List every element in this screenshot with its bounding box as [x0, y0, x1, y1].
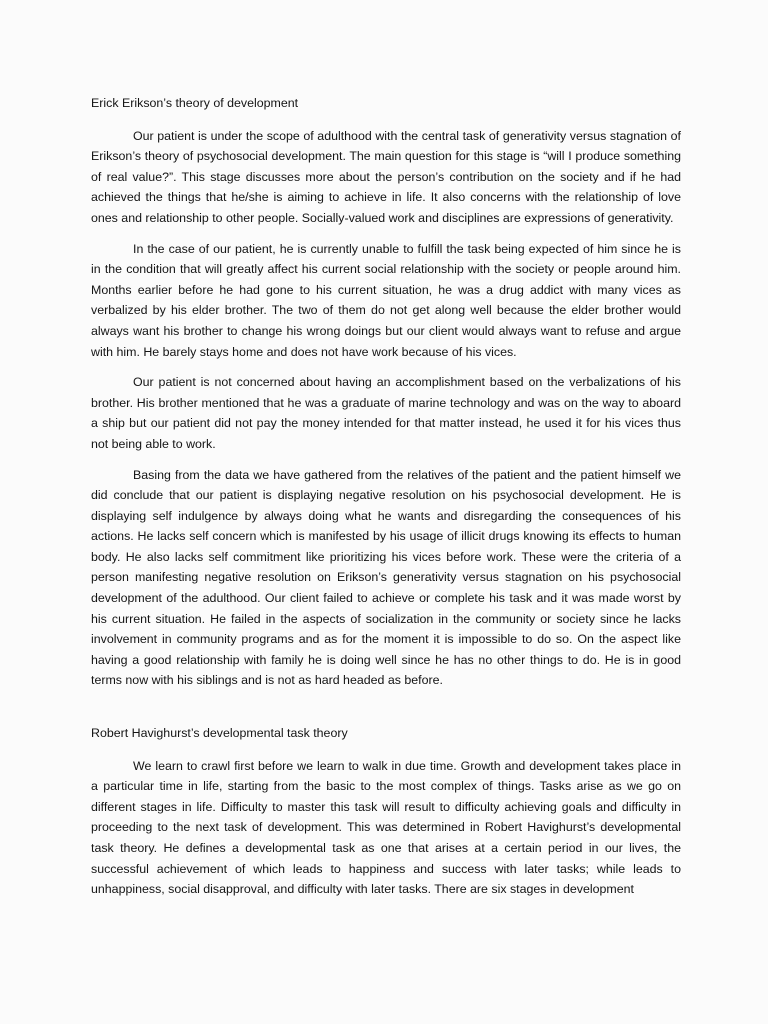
- paragraph-erikson-3: Our patient is not concerned about having an accomplishment based on the verbalizations of his brother. His brother mentioned that he was a graduate of marine technology and was on the way to aboard a ship but our patient did not pay the money intended for that matter instead, he used it for his vices thus not being able to work.: [91, 375, 681, 451]
- document-body: [91, 93, 681, 900]
- paragraph-erikson-2: In the case of our patient, he is currently unable to fulfill the task being expected of him since he is in the condition that will greatly affect his current social relationship with the society or people around him. Months earlier before he had gone to his current situation, he was a drug addict with many vices as verbalized by his elder brother. The two of them do not get along well because the elder brother would always want his brother to change his wrong doings but our client would always want to refuse and argue with him. He barely stays home and does not have work because of his vices.: [91, 241, 681, 359]
- paragraph-erikson-1: Our patient is under the scope of adulthood with the central task of generativity versus stagnation of Erikson’s theory of psychosocial development. The main question for this stage is “will I produce something of real value?”. This stage discusses more about the person’s contribution on the society and if he had achieved the things that he/she is aiming to achieve in life. It also concerns with the relationship of love ones and relationship to other people. Socially-valued work and disciplines are expressions of generativity.: [91, 128, 681, 225]
- section-heading-erikson: Erick Erikson’s theory of development: [91, 96, 299, 110]
- paragraph-havighurst-1: We learn to crawl first before we learn to walk in due time. Growth and development takes place in a particular time in life, starting from the basic to the most complex of things. Tasks arise as we go on different stages in life. Difficulty to master this task will result to difficulty achieving goals and difficulty in proceeding to the next task of development. This was determined in Robert Havighurst’s developmental task theory. He defines a developmental task as one that arises at a certain period in our lives, the successful achievement of which leads to happiness and success with later tasks; while leads to unhappiness, social disapproval, and difficulty with later tasks. There are six stages in development: [91, 758, 681, 897]
- paragraph-erikson-4: Basing from the data we have gathered from the relatives of the patient and the patient himself we did conclude that our patient is displaying negative resolution on his psychosocial development. He is displaying self indulgence by always doing what he wants and disregarding the consequences of his actions. He lacks self concern which is manifested by his usage of illicit drugs knowing its effects to human body. He also lacks self commitment like prioritizing his vices before work. These were the criteria of a person manifesting negative resolution on Erikson’s generativity versus stagnation on his psychosocial development of the adulthood. Our client failed to achieve or complete his task and it was made worst by his current situation. He failed in the aspects of socialization in the community or society since he lacks involvement in community programs and as for the moment it is impossible to do so. On the aspect like having a good relationship with family he is doing well since he has no other things to do. He is in good terms now with his siblings and is not as hard headed as before.: [91, 467, 681, 688]
- section-heading-havighurst: Robert Havighurst’s developmental task theory: [91, 726, 348, 741]
